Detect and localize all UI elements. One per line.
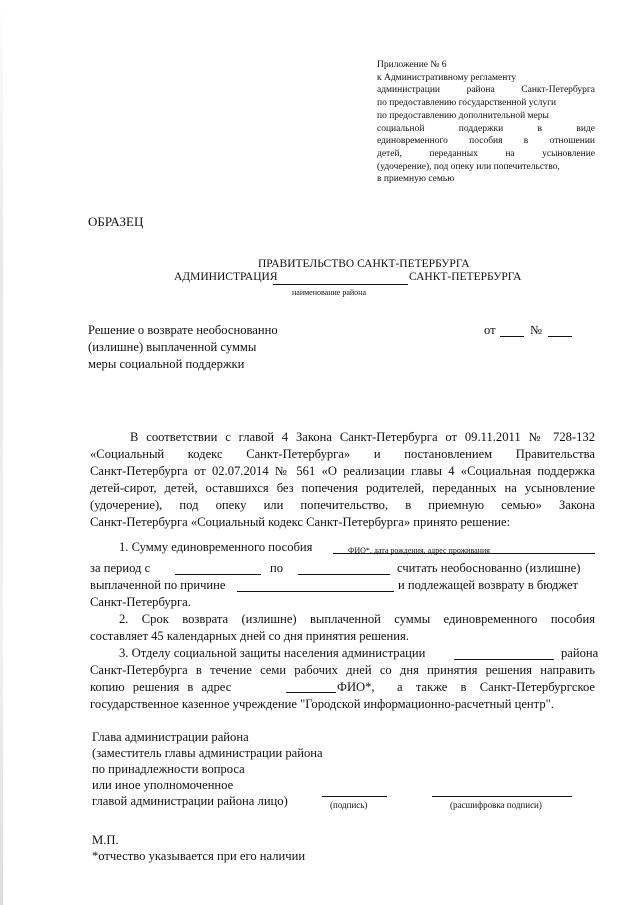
signature-field[interactable] [322, 796, 387, 797]
signatory-line: главой администрации района лицо) [92, 794, 288, 808]
item1-city: Санкт-Петербурга. [90, 595, 191, 609]
date-label: от [484, 323, 496, 337]
preamble-line: «Социальный кодекс Санкт-Петербурга» и постановлением Правительства [90, 447, 595, 461]
city-label: САНКТ-ПЕТЕРБУРГА [409, 271, 522, 283]
item2-line: 2. Срок возврата (излишне) выплаченной суммы единовременного пособия [119, 612, 595, 626]
annex-line: по предоставлению дополнительной меры [377, 110, 549, 121]
preamble-line: В соответствии с главой 4 Закона Санкт-Петербурга от 09.11.2011 № 728-132 [130, 430, 595, 444]
annex-line: (удочерение), под опеку или попечительство, [377, 161, 560, 172]
signature-caption: (подпись) [330, 800, 368, 810]
annex-line: социальной поддержки в виде [377, 123, 595, 134]
return-text: и подлежащей возврату в бюджет [398, 578, 579, 592]
item3-lead: 3. Отделу социальной защиты населения администрации [119, 646, 426, 660]
signatory-line: или иное уполномоченное [92, 778, 234, 792]
consider-text: считать необоснованно (излишне) [397, 561, 581, 575]
decision-title-line: (излишне) выплаченной суммы [88, 340, 257, 354]
item2-line: составляет 45 календарных дней со дня принятия решения. [90, 629, 409, 643]
district-field[interactable] [454, 659, 554, 660]
signature-decode-field[interactable] [432, 796, 572, 797]
period-from-field[interactable] [175, 574, 261, 575]
preamble-line: Санкт-Петербурга от 02.07.2014 № 561 «О реализации главы 4 «Социальная поддержка [90, 464, 595, 478]
signatory-line: (заместитель главы администрации района [92, 746, 323, 760]
reason-field[interactable] [237, 591, 394, 592]
annex-line: детей, переданных на усыновление [377, 148, 595, 159]
government-heading: ПРАВИТЕЛЬСТВО САНКТ-ПЕТЕРБУРГА [258, 258, 470, 270]
decision-title-line: меры социальной поддержки [88, 357, 245, 371]
item3-line: Санкт-Петербурга в течение семи рабочих дней со дня принятия решения направить [90, 663, 595, 677]
footnote: *отчество указывается при его наличии [92, 849, 306, 863]
scan-edge [0, 0, 3, 905]
annex-line: по предоставлению государственной услуги [377, 98, 557, 109]
recipient-caption: ФИО*, дата рождения, адрес проживания [348, 546, 490, 555]
district-name-line[interactable] [273, 284, 408, 285]
period-from-label: за период с [90, 561, 151, 575]
seal-label: М.П. [92, 833, 119, 847]
fio-field[interactable] [286, 692, 336, 693]
annex-line: Приложение № 6 [377, 60, 447, 70]
annex-line: единовременного пособия в отношении [377, 136, 595, 147]
item1-lead: 1. Сумму единовременного пособия [119, 540, 313, 554]
annex-line: в приемную семью [377, 174, 455, 185]
item3-district: района [561, 646, 599, 660]
signatory-line: по принадлежности вопроса [92, 762, 245, 776]
reason-label: выплаченной по причине [90, 578, 226, 592]
date-field[interactable] [500, 336, 524, 337]
number-field[interactable] [548, 336, 572, 337]
preamble-line: (удочерение), под опеку или попечительство, в приемную семью» Закона [90, 498, 595, 512]
signatory-line: Глава администрации района [92, 730, 249, 744]
administration-label: АДМИНИСТРАЦИЯ [174, 271, 278, 283]
preamble-line: детей-сирот, детей, оставшихся без попечения родителей, переданных на усыновление [90, 481, 595, 495]
number-label: № [530, 323, 543, 337]
preamble-line: Санкт-Петербурга «Социальный кодекс Санкт-Петербурга» принято решение: [90, 515, 511, 529]
district-caption: наименование района [292, 288, 367, 297]
decision-title-line: Решение о возврате необоснованно [88, 323, 278, 337]
copy-label: копию решения в адрес [90, 680, 232, 694]
fio-label: ФИО*, [337, 680, 375, 694]
signature-decode-caption: (расшифровка подписи) [450, 800, 542, 810]
period-to-field[interactable] [298, 574, 390, 575]
annex-line: администрации района Санкт-Петербурга [377, 85, 595, 96]
sample-label: ОБРАЗЕЦ [88, 214, 144, 229]
item3-line: государственное казенное учреждение "Городской информационно-расчетный центр". [90, 697, 554, 711]
annex-block [377, 59, 595, 186]
also-text: а также в Санкт-Петербургское [397, 680, 595, 694]
annex-line: к Административному регламенту [377, 72, 517, 83]
period-to-label: по [270, 561, 284, 575]
